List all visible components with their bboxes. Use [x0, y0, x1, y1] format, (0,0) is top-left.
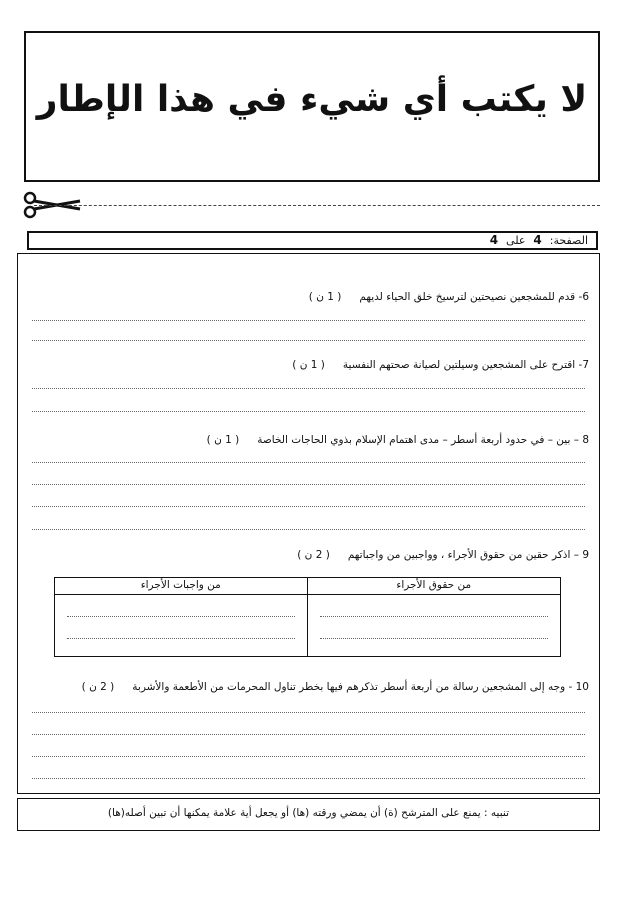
answer-area — [17, 253, 600, 794]
answer-line[interactable] — [320, 638, 549, 639]
answer-line[interactable] — [32, 756, 585, 757]
notice-box — [17, 798, 600, 831]
banner-text: لا يكتب أي شيء في هذا الإطار — [36, 79, 588, 120]
question-points: ( 1 ن ) — [308, 291, 342, 303]
answer-line[interactable] — [32, 712, 585, 713]
page-current: 4 — [533, 233, 542, 247]
question-text: 10 - وجه إلى المشجعين رسالة من أربعة أسطر تذكرهم فيها بخطر تناول المحرمات من الأطعمة والأشربة — [132, 681, 589, 693]
answer-line[interactable] — [32, 529, 585, 530]
question-points: ( 1 ن ) — [206, 434, 240, 446]
page-of: على — [506, 234, 526, 247]
question-text: 6- قدم للمشجعين نصيحتين لترسيخ خلق الحياء لديهم — [359, 291, 589, 303]
rights-duties-table — [54, 577, 561, 657]
question-text: 8 – بين – في حدود أربعة أسطر – مدى اهتمام الإسلام بذوي الحاجات الخاصة — [257, 434, 589, 446]
answer-line[interactable] — [32, 778, 585, 779]
question-6 — [309, 291, 589, 303]
cut-line — [34, 205, 600, 206]
page-indicator — [490, 233, 588, 248]
answer-line[interactable] — [32, 506, 585, 507]
question-points: ( 1 ن ) — [292, 359, 325, 371]
duties-column — [55, 578, 308, 656]
question-8 — [207, 434, 589, 446]
answer-line[interactable] — [32, 340, 585, 341]
question-points: ( 2 ن ) — [81, 681, 115, 693]
question-points: ( 2 ن ) — [297, 549, 330, 561]
duties-header: من واجبات الأجراء — [55, 578, 307, 595]
notice-text: تنبيه : يمنع على المترشح (ة) أن يمضي ورقته (ها) أو يجعل أية علامة يمكنها أن تبين أصله(ها) — [107, 807, 509, 819]
page-label: الصفحة: — [549, 234, 588, 247]
do-not-write-frame — [24, 31, 600, 182]
answer-line[interactable] — [67, 638, 295, 639]
answer-line[interactable] — [32, 411, 585, 412]
page-total: 4 — [489, 233, 499, 247]
rights-header: من حقوق الأجراء — [308, 578, 561, 595]
answer-line[interactable] — [32, 734, 585, 735]
rights-column — [308, 578, 561, 656]
question-10 — [82, 681, 589, 693]
answer-line[interactable] — [67, 616, 295, 617]
question-text: 9 – اذكر حقين من حقوق الأجراء ، وواجبين من واجباتهم — [347, 549, 589, 561]
answer-line[interactable] — [32, 320, 585, 321]
answer-line[interactable] — [32, 462, 585, 463]
question-text: 7- اقترح على المشجعين وسيلتين لصيانة صحتهم النفسية — [342, 359, 589, 371]
answer-line[interactable] — [320, 616, 549, 617]
question-9 — [297, 549, 589, 561]
answer-line[interactable] — [32, 388, 585, 389]
question-7 — [292, 359, 589, 371]
page-header — [27, 231, 598, 250]
answer-line[interactable] — [32, 484, 585, 485]
